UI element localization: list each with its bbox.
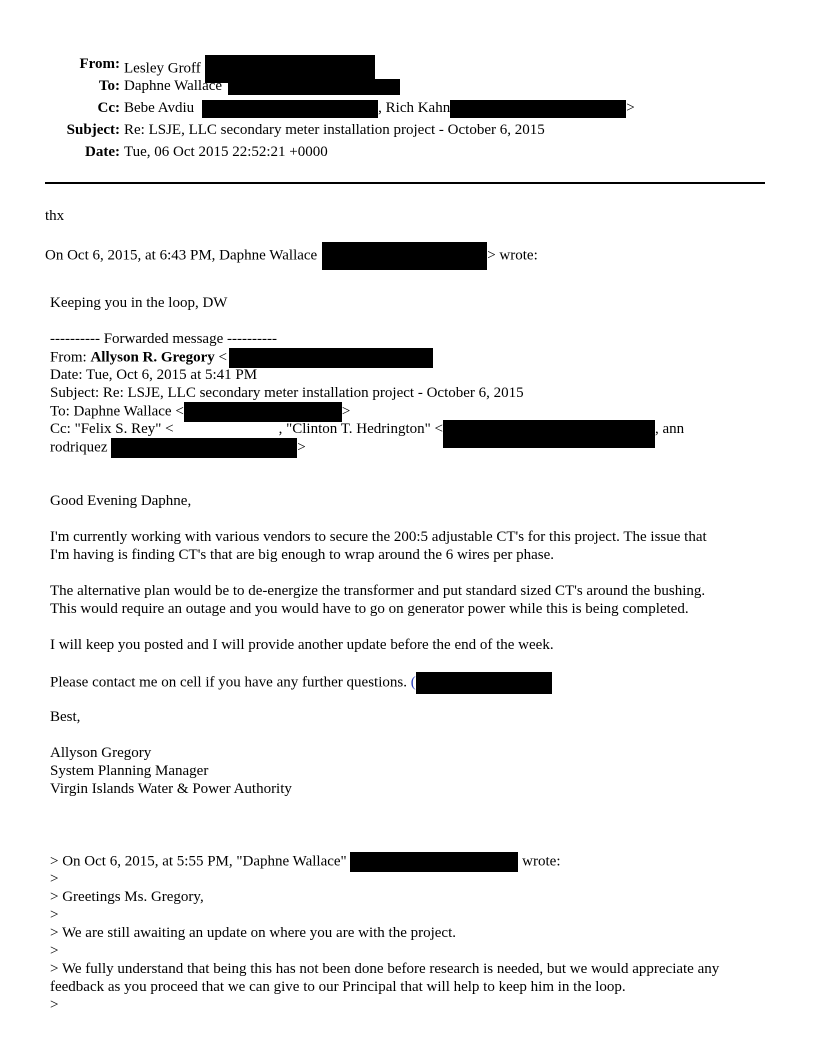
from-name: Lesley Groff [124,60,201,77]
quoted-intro [50,852,561,872]
quoted-greeting: > Greetings Ms. Gregory, [50,889,204,905]
fwd-cc-line-2: rodriquez > [50,438,306,458]
signoff: Best, [50,709,81,725]
signature-org: Virgin Islands Water & Power Authority [50,781,292,797]
fwd-subject: Subject: Re: LSJE, LLC secondary meter installation project - October 6, 2015 [50,385,524,401]
redaction-box [111,438,297,458]
contact-line [50,672,552,694]
fwd-from-line: From: Allyson R. Gregory < [50,348,433,368]
signature-name: Allyson Gregory [50,745,152,761]
quoted-line: feedback as you proceed that we can give to our Principal that will help to keep him in the loop. [50,979,626,995]
paragraph-line: This would require an outage and you would have to go on generator power while this is being completed. [50,601,689,617]
forward-marker: ---------- Forwarded message ---------- [50,331,277,347]
fyi-note: Keeping you in the loop, DW [50,295,228,311]
cc-name: , Rich Kahn [378,100,451,116]
redaction-box [450,100,626,118]
fwd-from-name: Allyson R. Gregory [90,349,215,366]
quote-intro-text: On Oct 6, 2015, at 6:43 PM, Daphne Wallace [45,247,318,264]
fwd-to-name: To: Daphne Wallace [50,403,172,420]
signature-title: System Planning Manager [50,763,209,779]
quote-marker: > [50,997,59,1013]
fwd-cc-name: Cc: "Felix S. Rey" [50,421,162,437]
quote-marker: > [50,907,59,923]
quote-marker: > [50,871,59,887]
paragraph-line: I'm currently working with various vendors to secure the 200:5 adjustable CT's for this project. The issue that [50,529,707,545]
contact-text: Please contact me on cell if you have any further questions. [50,674,407,691]
cc-value [124,99,635,118]
quote-intro [45,242,538,270]
reply-text: thx [45,208,65,224]
redaction-box [229,348,433,368]
paragraph-line: The alternative plan would be to de-energize the transformer and put standard sized CT's around the bushing. [50,583,706,599]
from-label: From: [79,56,120,72]
quote-intro-suffix: > wrote: [487,247,538,264]
greeting: Good Evening Daphne, [50,493,192,509]
fwd-cc-name: , ann [654,421,685,437]
quoted-line: > We are still awaiting an update on where you are with the project. [50,925,457,941]
redaction-box [184,402,342,422]
paragraph-line: I will keep you posted and I will provide another update before the end of the week. [50,637,554,653]
to-name: Daphne Wallace [124,78,223,94]
fwd-from-label: From: [50,349,87,366]
fwd-cc-link [174,421,279,437]
fwd-to-line: To: Daphne Wallace < > [50,402,350,422]
quoted-intro-text: > On Oct 6, 2015, at 5:55 PM, "Daphne Wallace" [50,853,347,870]
phone-link[interactable]: ( [410,674,416,691]
date-value: Tue, 06 Oct 2015 22:52:21 +0000 [124,144,328,160]
fwd-cc-line: Cc: "Felix S. Rey" < , "Clinton T. Hedrington" < , ann [50,420,684,448]
header-divider [45,182,765,184]
redaction-box [443,420,655,448]
paragraph-line: I'm having is finding CT's that are big enough to wrap around the 6 wires per phase. [50,547,555,563]
fwd-cc-name: rodriquez [50,439,108,456]
quote-marker: > [50,943,59,959]
date-label: Date: [85,144,120,160]
fwd-date: Date: Tue, Oct 6, 2015 at 5:41 PM [50,367,258,383]
quoted-line: > We fully understand that being this has not been done before research is needed, but we would appreciate any [50,961,720,977]
quoted-intro-suffix: wrote: [522,853,561,870]
subject-label: Subject: [66,122,120,138]
cc-label: Cc: [97,100,120,116]
redaction-box [202,100,378,118]
fwd-cc-name: , "Clinton T. Hedrington" [278,421,431,437]
cc-name: Bebe Avdiu [124,100,195,116]
subject-value: Re: LSJE, LLC secondary meter installation project - October 6, 2015 [124,122,545,138]
redaction-box [322,242,487,270]
to-value [124,77,400,95]
cc-bracket: > [626,100,635,116]
redaction-box [416,672,552,694]
redaction-box [228,79,400,95]
to-label: To: [98,78,120,94]
redaction-box [350,852,518,872]
